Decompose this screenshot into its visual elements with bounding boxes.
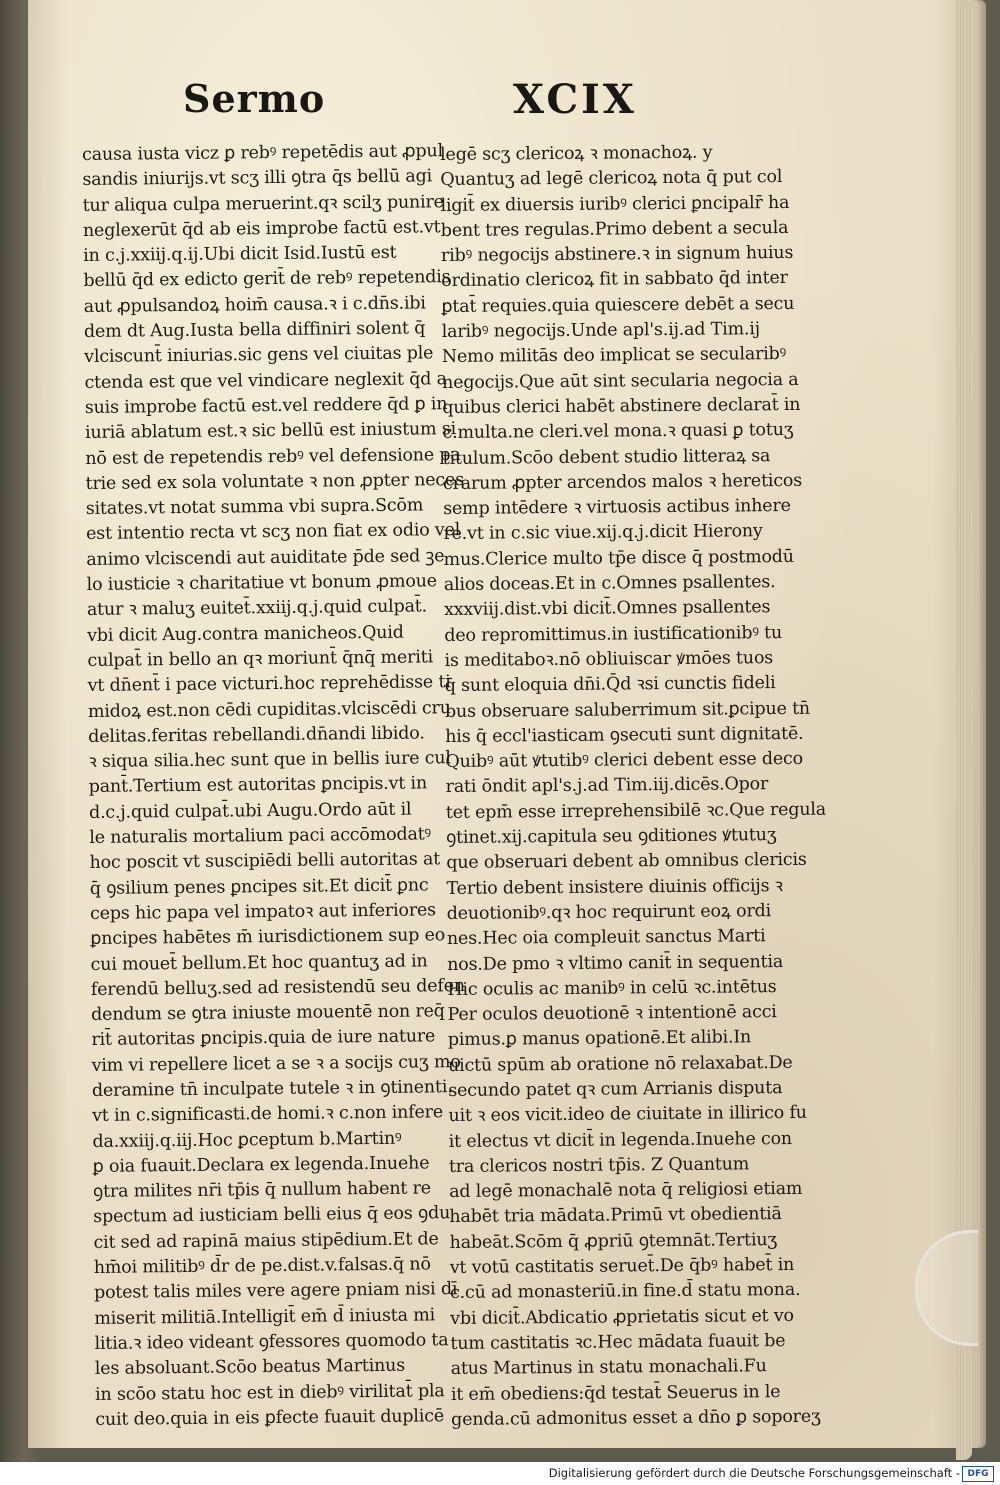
- text-line: animo vlciscendi aut auiditate p̄de sed ꝫe: [86, 545, 445, 570]
- text-line: ꝛ siqua silia.hec sunt que in bellis iure cul: [88, 748, 451, 773]
- text-line: rati ōndit apl's.j.ad Tim.iij.dicēs.Opor: [445, 774, 769, 798]
- text-line: negocijs.Que aūt sint secularia negocia a: [442, 369, 799, 393]
- text-line: is meditaboꝛ.nō obliuiscar ꝟmōes tuos: [444, 648, 774, 671]
- text-line: xxxviij.dist.vbi dicit̄.Omnes psallentes: [443, 597, 771, 621]
- text-line: re.vt in c.sic viue.xij.q.j.dicit Hierony: [443, 521, 763, 545]
- text-line: titulum.Scōo debent studio litteraꝝ sa: [442, 445, 771, 469]
- text-line: tur aliqua culpa meruerint.qꝛ scilʒ punire: [82, 191, 444, 216]
- text-line: ꝑ oia fuauit.Declara ex legenda.Inuehe: [92, 1153, 430, 1177]
- text-line: genda.cū admonitus esset a dn̄o ꝑ soporeʒ: [451, 1406, 821, 1430]
- text-line: atur ꝛ maluʒ euitet̄.xxiij.q.j.quid culpat̄.: [86, 596, 428, 621]
- text-line: vbi dicit̄.Abdicatio ꝓprietatis sicut et vo: [450, 1305, 794, 1329]
- digitization-footer: [0, 1462, 1000, 1485]
- text-line: mus.Clerice multo tp̄e disce q̄ postmodū: [443, 546, 794, 570]
- text-line: est intentio recta vt scʒ non fiat ex odio vel: [85, 520, 461, 545]
- text-line: ctenda est que vel vindicare neglexit q̄d a: [84, 368, 447, 393]
- text-line: c.cū ad monasteriū.in fine.d̄ statu mona.: [449, 1280, 801, 1304]
- text-line: spectum ad iusticiam belli eius q̄ eos ꝯdu: [93, 1203, 451, 1228]
- running-head-left: Sermo: [183, 76, 326, 121]
- text-line: quibus clerici habēt abstinere declarat̄ in: [442, 394, 801, 418]
- text-line: uictū spūm ab oratione nō relaxabat.De: [447, 1052, 793, 1076]
- text-line: hm̄oi militibꝰ d̄r de pe.dist.v.falsas.q̄ nō: [93, 1254, 431, 1279]
- text-line: dem dt Aug.Iusta bella diffiniri solent q̄: [83, 318, 426, 343]
- text-line: lo iusticie ꝛ charitatiue vt bonum ꝓmoue: [86, 571, 437, 596]
- text-line: ceps hic papa vel impatoꝛ aut inferiores: [89, 900, 436, 924]
- text-line: Hic oculis ac manibꝰ in celū ꝛc.intētus: [447, 976, 777, 1000]
- text-line: ribꝰ negocijs abstinere.ꝛ in signum huius: [440, 243, 794, 267]
- text-line: ꝯtra milites nr̄i tp̄is q̄ nullum habent re: [92, 1178, 432, 1203]
- text-line: sitates.vt notat summa vbi supra.Scōm: [85, 495, 424, 520]
- text-line: da.xxiij.q.iij.Hoc ꝑceptum b.Martinꝰ: [92, 1128, 402, 1152]
- text-line: it electus vt dicit̄ in legenda.Inuehe con: [448, 1128, 793, 1152]
- text-line: d.c.j.quid culpat̄.ubi Augu.Ordo aūt il: [88, 799, 412, 823]
- text-line: sandis iniurijs.vt scʒ illi ꝯtra q̄s bellū agi: [82, 166, 433, 191]
- text-line: cit sed ad rapinā maius stipēdium.Et de: [93, 1229, 439, 1253]
- text-line: les absoluant.Scōo beatus Martinus: [94, 1355, 406, 1380]
- text-line: cui mouet̄ bellum.Et hoc quantuʒ ad in: [90, 950, 428, 975]
- text-line: culpat̄ in bello an qꝛ moriunt̄ q̄nq̄ meriti: [87, 647, 434, 671]
- text-line: legē scʒ clericoꝝ ꝛ monachoꝝ. y: [440, 142, 713, 165]
- text-line: in scōo statu hoc est in diebꝰ virilitat̄ pla: [95, 1380, 445, 1405]
- text-line: pimus.ꝑ manus opationē.Et alibi.In: [447, 1027, 752, 1051]
- text-line: ꝯtinet.xij.capitula seu ꝯditiones ꝟtutuʒ: [445, 825, 777, 848]
- text-line: litia.ꝛ ideo videant ꝯfessores quomodo ta: [94, 1330, 449, 1354]
- text-line: deo repromittimus.in iustificationibꝰ tu: [444, 622, 783, 646]
- text-line: cuit deo.quia in eis ꝑfecte fuauit duplicē: [95, 1406, 445, 1430]
- text-line: vt in c.significasti.de homi.ꝛ c.non infere: [92, 1102, 444, 1127]
- text-line: neglexerūt q̄d ab eis improbe factū est.vt: [82, 217, 441, 241]
- text-line: q̄ sunt eloquia dn̄i.Q̄d ꝛsi cunctis fideli: [444, 673, 776, 697]
- text-line: vt votū castitatis seruet̄.De q̄bꝰ habet̄ in: [449, 1255, 795, 1279]
- text-line: c.multa.ne cleri.vel mona.ꝛ quasi ꝑ totuʒ: [442, 420, 794, 444]
- text-line: his q̄ eccl'iasticam ꝯsecuti sunt dignitatē.: [445, 723, 804, 747]
- text-line: semp intēdere ꝛ virtuosis actibus inhere: [443, 496, 791, 520]
- text-line: bellū q̄d ex edicto gerit̄ de rebꝰ repetendis: [83, 267, 451, 292]
- text-line: q̄ ꝯsilium penes ꝑncipes sit.Et dicit̄ ꝑnc: [89, 875, 429, 899]
- text-line: laribꝰ negocijs.Unde apl's.ij.ad Tim.ij: [441, 319, 761, 343]
- text-line: ordinatio clericoꝝ fit in sabbato q̄d inter: [441, 268, 788, 292]
- text-line: nos.De pmo ꝛ vltimo canit̄ in sequentia: [447, 951, 784, 975]
- page-clip: [915, 1230, 978, 1346]
- text-line: iuriā ablatum est.ꝛ sic bellū est iniustum si: [84, 419, 457, 444]
- text-line: Per oculos deuotionē ꝛ intentionē acci: [447, 1002, 777, 1026]
- text-line: hoc poscit vt suscipiēdi belli autoritas at: [89, 849, 441, 874]
- dfg-logo: DFG: [962, 1466, 994, 1482]
- text-line: le naturalis mortalium paci accōmodatꝰ: [89, 824, 432, 848]
- text-line: tet epm̄ esse irreprehensibilē ꝛc.Que regula: [445, 799, 827, 823]
- text-line: ꝑncipes habētes m̄ iurisdictionem sup eo: [90, 925, 446, 950]
- text-line: Tertio debent insistere diuinis officijs ꝛ: [446, 875, 783, 899]
- text-line: habeāt.Scōm q̄ ꝓpriū ꝯtemnāt.Tertiuʒ: [449, 1229, 778, 1253]
- text-line: in c.j.xxiij.q.ij.Ubi dicit Isid.Iustū est: [83, 242, 397, 267]
- text-line: suis improbe factū est.vel reddere q̄d ꝑ in: [84, 394, 448, 418]
- text-line: bus obseruare saluberrimum sit.ꝑcipue tn̄: [444, 698, 811, 722]
- text-line: Quibꝰ aūt ꝟtutibꝰ clerici debent esse deco: [445, 748, 804, 773]
- text-line: rit̄ autoritas ꝑncipis.quia de iure nature: [91, 1026, 436, 1051]
- text-line: ꝑtat̄ requies.quia quiescere debēt a secu: [441, 293, 795, 317]
- text-line: vt dn̄ent̄ i pace victuri.hoc reprehēdisse ti: [87, 672, 451, 697]
- text-line: it em̄ obediens:q̄d testat̄ Seuerus in le: [450, 1381, 781, 1405]
- text-column-left: [82, 139, 465, 1433]
- text-line: nes.Hec oia compleuit sanctus Marti: [446, 926, 766, 950]
- text-line: tra clericos nostri tp̄is. Z Quantum: [448, 1154, 750, 1177]
- text-line: habēt tria mādata.Primū vt obedientiā: [449, 1204, 782, 1228]
- text-line: uit ꝛ eos vicit.ideo de ciuitate in illirico fu: [448, 1103, 807, 1127]
- text-line: vlciscunt̄ iniurias.sic gens vel ciuitas ple: [84, 343, 434, 368]
- text-line: potest talis miles vere agere pniam nisi dī: [93, 1279, 458, 1304]
- text-line: alios doceas.Et in c.Omnes psallentes.: [443, 572, 776, 596]
- text-line: pant̄.Tertium est autoritas ꝑncipis.vt in: [88, 773, 428, 798]
- text-line: Nemo militās deo implicat se secularibꝰ: [441, 344, 787, 368]
- text-line: vbi dicit Aug.contra manicheos.Quid: [87, 622, 404, 646]
- text-line: causa iusta vicz ꝑ rebꝰ repetēdis aut ꝓpul: [82, 141, 444, 165]
- text-line: atus Martinus in statu monachali.Fu: [450, 1356, 767, 1380]
- text-line: trie sed ex sola voluntate ꝛ non ꝓpter neces: [85, 469, 465, 494]
- text-line: deuotionibꝰ.qꝛ hoc requirunt eoꝝ ordi: [446, 901, 772, 924]
- text-line: bent tres regulas.Primo debent a secula: [440, 217, 789, 241]
- footer-credit: Digitalisierung gefördert durch die Deutsche Forschungsgemeinschaft -: [548, 1466, 960, 1480]
- text-line: midoꝝ est.non cēdi cupiditas.vlciscēdi cru: [87, 697, 451, 722]
- running-head-folio: XCIX: [513, 76, 637, 123]
- text-line: ad legē monachalē nota q̄ religiosi etiam: [449, 1179, 803, 1203]
- text-line: crarum ꝓpter arcendos malos ꝛ hereticos: [442, 470, 803, 494]
- text-line: que obseruari debent ab omnibus clericis: [446, 850, 807, 874]
- text-line: aut ꝓpulsandoꝝ hoim̄ causa.ꝛ i c.dn̄s.ibi: [83, 293, 426, 317]
- text-line: ferendū belluʒ.sed ad resistendū seu defen: [90, 975, 465, 1000]
- text-line: miserit militiā.Intelligit̄ em̄ d̄ iniusta mi: [94, 1305, 436, 1329]
- text-line: nō est de repetendis rebꝰ vel defensione pa: [85, 444, 461, 469]
- text-line: vim vi repellere licet a se ꝛ a socijs cuʒ mo: [91, 1051, 461, 1076]
- text-line: tum castitatis ꝛc.Hec mādata fuauit be: [450, 1330, 786, 1354]
- text-line: Quantuʒ ad legē clericoꝝ nota q̄ put col: [440, 167, 783, 191]
- text-line: ligit̄ ex diuersis iuribꝰ clerici ꝑncipalr̄ ha: [440, 192, 790, 216]
- text-column-right: [440, 140, 827, 1433]
- text-line: delitas.feritas rebellandi.dn̄andi libido.: [88, 723, 425, 747]
- text-line: dendum se ꝯtra iniuste mouentē non req̄: [91, 1001, 445, 1026]
- text-line: deramine tn̄ inculpate tutele ꝛ in ꝯtinenti.: [91, 1077, 453, 1101]
- text-line: secundo patet qꝛ cum Arrianis disputa: [448, 1078, 783, 1101]
